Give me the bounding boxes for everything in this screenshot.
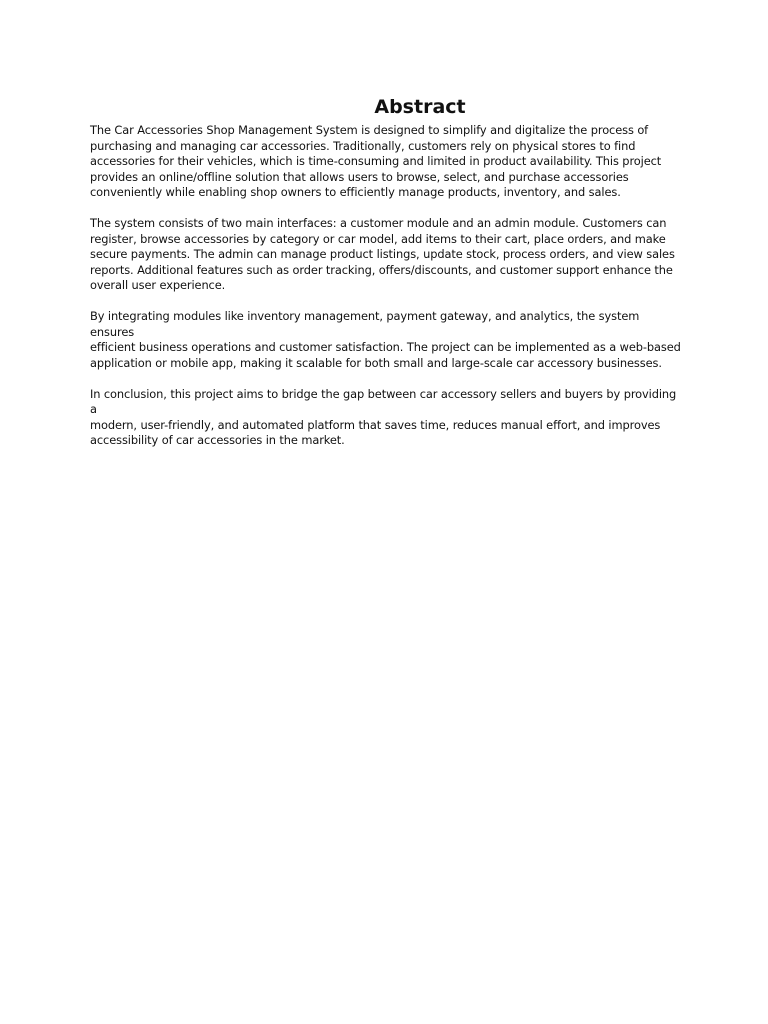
paragraph-conclusion: In conclusion, this project aims to bridge the gap between car accessory sellers and buyers by providing a modern, user-friendly, and automated platform that saves time, reduces manual effort, and improves accessibility of car accessories in the market.: [90, 386, 677, 447]
paragraph-system-modules: The system consists of two main interfaces: a customer module and an admin module. Customers can register, browse accessories by category or car model, add items to their cart, place orders, and make secure payments. The admin can manage product listings, update stock, process orders, and view sales reports. Additional features such as order tracking, offers/discounts, and customer support enhance the overall user experience.: [90, 216, 675, 292]
paragraph-introduction: The Car Accessories Shop Management System is designed to simplify and digitalize the process of purchasing and managing car accessories. Traditionally, customers rely on physical stores to find accessories for their vehicles, which is time-consuming and limited in product availability. This project provides an online/offline solution that allows users to browse, select, and purchase accessories conveniently while enabling shop owners to efficiently manage products, inventory, and sales.: [90, 123, 662, 199]
document-content: [90, 94, 686, 464]
document-title: Abstract: [374, 96, 466, 118]
paragraph-integration: By integrating modules like inventory management, payment gateway, and analytics, the system ensures efficient business operations and customer satisfaction. The project can be implemented as a web-based application or mobile app, making it scalable for both small and large-scale car accessory businesses.: [90, 309, 681, 370]
